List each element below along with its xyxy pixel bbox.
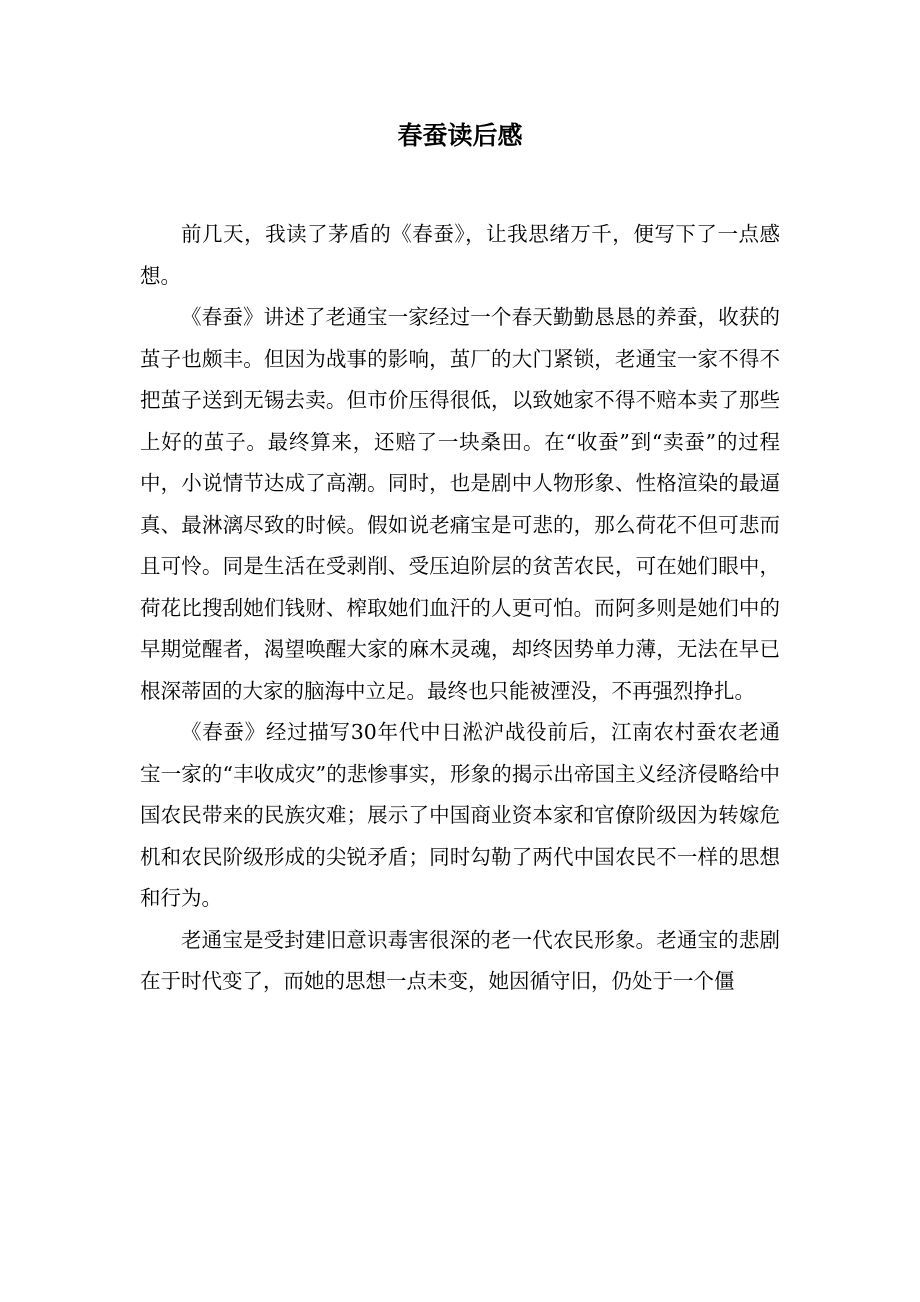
paragraph-intro: 前几天，我读了茅盾的《春蚕》，让我思绪万千，便写下了一点感想。: [140, 222, 780, 288]
document-title: 春蚕读后感: [397, 121, 523, 150]
paragraph-character: 老通宝是受封建旧意识毒害很深的老一代农民形象。老通宝的悲剧在于时代变了，而她的思想一点未变，她因循守旧，仍处于一个僵: [140, 927, 780, 993]
paragraph-summary: 《春蚕》讲述了老通宝一家经过一个春天勤勤恳恳的养蚕，收获的茧子也颇丰。但因为战事的影响，茧厂的大门紧锁，老通宝一家不得不把茧子送到无锡去卖。但市价压得很低，以致她家不得不赔本卖了那些上好的茧子。最终算来，还赔了一块桑田。在“收蚕”到“卖蚕”的过程中，小说情节达成了高潮。同时，也是剧中人物形象、性格渲染的最逼真、最淋漓尽致的时候。假如说老痛宝是可悲的，那么荷花不但可悲而且可怜。同是生活在受剥削、受压迫阶层的贫苦农民，可在她们眼中，荷花比搜刮她们钱财、榨取她们血汗的人更可怕。而阿多则是她们中的早期觉醒者，渴望唤醒大家的麻木灵魂，却终因势单力薄，无法在早已根深蒂固的大家的脑海中立足。最终也只能被湮没，不再强烈挣扎。: [140, 305, 780, 703]
paragraph-theme: 《春蚕》经过描写30年代中日淞沪战役前后，江南农村蚕农老通宝一家的“丰收成灾”的悲惨事实，形象的揭示出帝国主义经济侵略给中国农民带来的民族灾难；展示了中国商业资本家和官僚阶级因为转嫁危机和农民阶级形成的尖锐矛盾；同时勾勒了两代中国农民不一样的思想和行为。: [140, 720, 780, 910]
document-body: [140, 214, 780, 1003]
